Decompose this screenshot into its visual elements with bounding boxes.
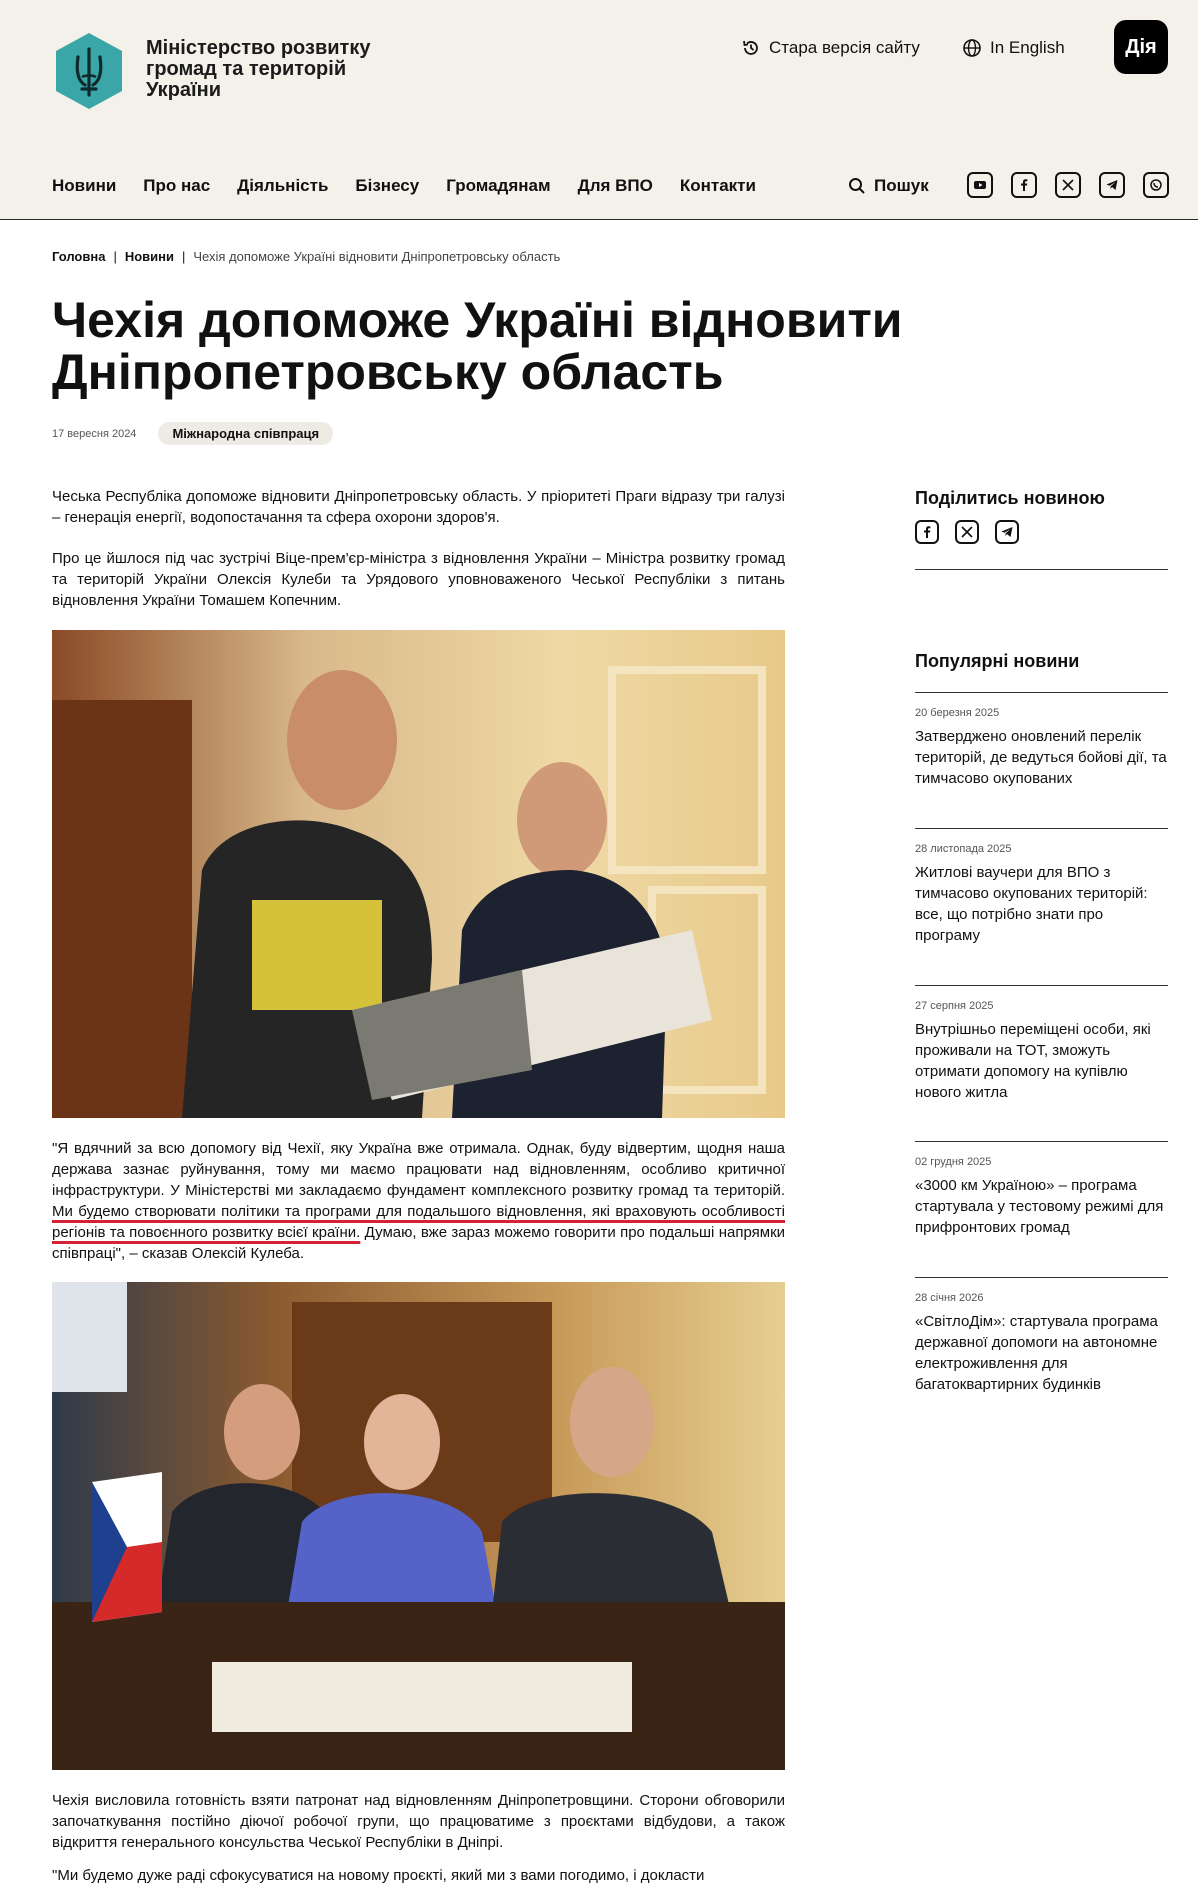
search-button[interactable] bbox=[848, 176, 929, 196]
share-x-twitter-icon[interactable] bbox=[955, 520, 979, 544]
history-icon bbox=[741, 38, 761, 58]
share-facebook-icon[interactable] bbox=[915, 520, 939, 544]
article-paragraph-4: Чехія висловила готовність взяти патронат над відновленням Дніпропетровщини. Сторони обговорили започаткування постійно діючої робочої групи, що працюватиме з проєктами відбудови, а також відкриття генерального консульства Чеської Республіки в Дніпрі. bbox=[52, 1792, 785, 1851]
article-photo-2 bbox=[52, 1282, 785, 1770]
article-paragraph-2: Про це йшлося під час зустрічі Віце-прем'єр-міністра з відновлення України – Міністра розвитку громад та територій України Олексія Кулеби та Урядового уповноваженого Чеської Республіки з питань відновлення України Томашем Копечним. bbox=[52, 550, 785, 609]
nav-item-idp[interactable]: Для ВПО bbox=[577, 176, 653, 195]
popular-news-link[interactable]: Житлові ваучери для ВПО з тимчасово окупованих територій: все, що потрібно знати про програму bbox=[915, 864, 1148, 944]
popular-news-date: 27 серпня 2025 bbox=[915, 1000, 994, 1012]
main-nav bbox=[52, 176, 756, 196]
nav-item-business[interactable]: Бізнесу bbox=[355, 176, 420, 195]
article-paragraph-5: "Ми будемо дуже раді сфокусуватися на новому проєкті, який ми з вами погодимо, і докласти bbox=[52, 1867, 705, 1884]
share-title: Поділитись новиною bbox=[915, 488, 1105, 508]
breadcrumb-separator: | bbox=[182, 249, 186, 264]
whatsapp-icon[interactable] bbox=[1143, 172, 1169, 198]
x-twitter-icon[interactable] bbox=[1055, 172, 1081, 198]
facebook-icon[interactable] bbox=[1011, 172, 1037, 198]
nav-item-news[interactable]: Новини bbox=[52, 176, 117, 195]
divider bbox=[915, 828, 1168, 829]
breadcrumb-news[interactable]: Новини bbox=[124, 249, 174, 264]
ministry-name[interactable]: Міністерство розвитку громад та територій України bbox=[146, 37, 371, 101]
nav-item-citizens[interactable]: Громадянам bbox=[446, 176, 551, 195]
divider bbox=[915, 1277, 1168, 1278]
popular-news-link[interactable]: «3000 км Україною» – програма стартувала у тестовому режимі для прифронтових громад bbox=[915, 1177, 1164, 1236]
globe-icon bbox=[962, 38, 982, 58]
popular-news-link[interactable]: «СвітлоДім»: стартувала програма державної допомоги на автономне електроживлення для багатоквартирних будинків bbox=[915, 1313, 1158, 1393]
share-buttons bbox=[915, 520, 1019, 544]
breadcrumb-home[interactable]: Головна bbox=[52, 249, 106, 264]
quote-text-end: Думаю, вже зараз можемо говорити про подальші напрямки співпраці", – сказав Олексій Кулеба. bbox=[52, 1224, 786, 1262]
popular-news-title: Популярні новини bbox=[915, 651, 1080, 671]
popular-news-date: 28 січня 2026 bbox=[915, 1292, 984, 1304]
popular-news-date: 20 березня 2025 bbox=[915, 707, 1000, 719]
article-paragraph-1: Чеська Республіка допоможе відновити Дніпропетровську область. У пріоритеті Праги відразу три галузі – генерація енергії, водопостачання та сфера охорони здоров'я. bbox=[52, 488, 785, 526]
quote-highlighted-text: Ми будемо створювати політики та програми для подальшого відновлення, які враховують особливості регіонів та повоєнного розвитку всієї країни. bbox=[52, 1203, 785, 1241]
search-label: Пошук bbox=[874, 176, 929, 195]
nav-item-about[interactable]: Про нас bbox=[143, 176, 211, 195]
english-label: In English bbox=[990, 38, 1065, 57]
divider bbox=[915, 985, 1168, 986]
old-version-label: Стара версія сайту bbox=[769, 38, 920, 57]
article-date: 17 вересня 2024 bbox=[52, 427, 137, 440]
quote-text-start: "Я вдячний за всю допомогу від Чехії, яку Україна вже отримала. Однак, буду відвертим, щодня наша держава зазнає руйнування, тому ми маємо працювати над відновленням, особливо критичної інфраструктури. У Міністерстві ми закладаємо фундамент комплексного розвитку громад та територій. bbox=[52, 1140, 785, 1199]
divider bbox=[915, 569, 1168, 570]
breadcrumb-separator: | bbox=[113, 249, 117, 264]
divider bbox=[915, 692, 1168, 693]
article-title: Чехія допоможе Україні відновити Дніпропетровську область bbox=[52, 292, 903, 400]
search-icon bbox=[848, 177, 866, 195]
old-version-link[interactable] bbox=[741, 36, 920, 60]
popular-news-date: 02 грудня 2025 bbox=[915, 1156, 992, 1168]
popular-news-link[interactable]: Затверджено оновлений перелік територій, де ведуться бойові дії, та тимчасово окупованих bbox=[915, 728, 1167, 787]
nav-item-contacts[interactable]: Контакти bbox=[679, 176, 756, 195]
popular-news-link[interactable]: Внутрішньо переміщені особи, які проживали на ТОТ, зможуть отримати допомогу на купівлю нового житла bbox=[915, 1021, 1151, 1101]
header-socials bbox=[967, 172, 1169, 198]
divider bbox=[915, 1141, 1168, 1142]
article-quote-paragraph bbox=[52, 1138, 785, 1264]
nav-item-activity[interactable]: Діяльність bbox=[237, 176, 329, 195]
telegram-icon[interactable] bbox=[1099, 172, 1125, 198]
breadcrumb-current: Чехія допоможе Україні відновити Дніпропетровську область bbox=[193, 249, 561, 264]
ministry-logo-icon[interactable] bbox=[52, 31, 126, 111]
article-tag[interactable]: Міжнародна співпраця bbox=[158, 422, 333, 445]
english-link[interactable] bbox=[962, 36, 1065, 60]
youtube-icon[interactable] bbox=[967, 172, 993, 198]
diia-button[interactable]: Дія bbox=[1114, 20, 1168, 74]
share-telegram-icon[interactable] bbox=[995, 520, 1019, 544]
site-header bbox=[0, 0, 1198, 220]
popular-news-date: 28 листопада 2025 bbox=[915, 843, 1012, 855]
article-meta bbox=[52, 422, 333, 445]
article-photo-1 bbox=[52, 630, 785, 1118]
breadcrumb bbox=[52, 249, 560, 264]
